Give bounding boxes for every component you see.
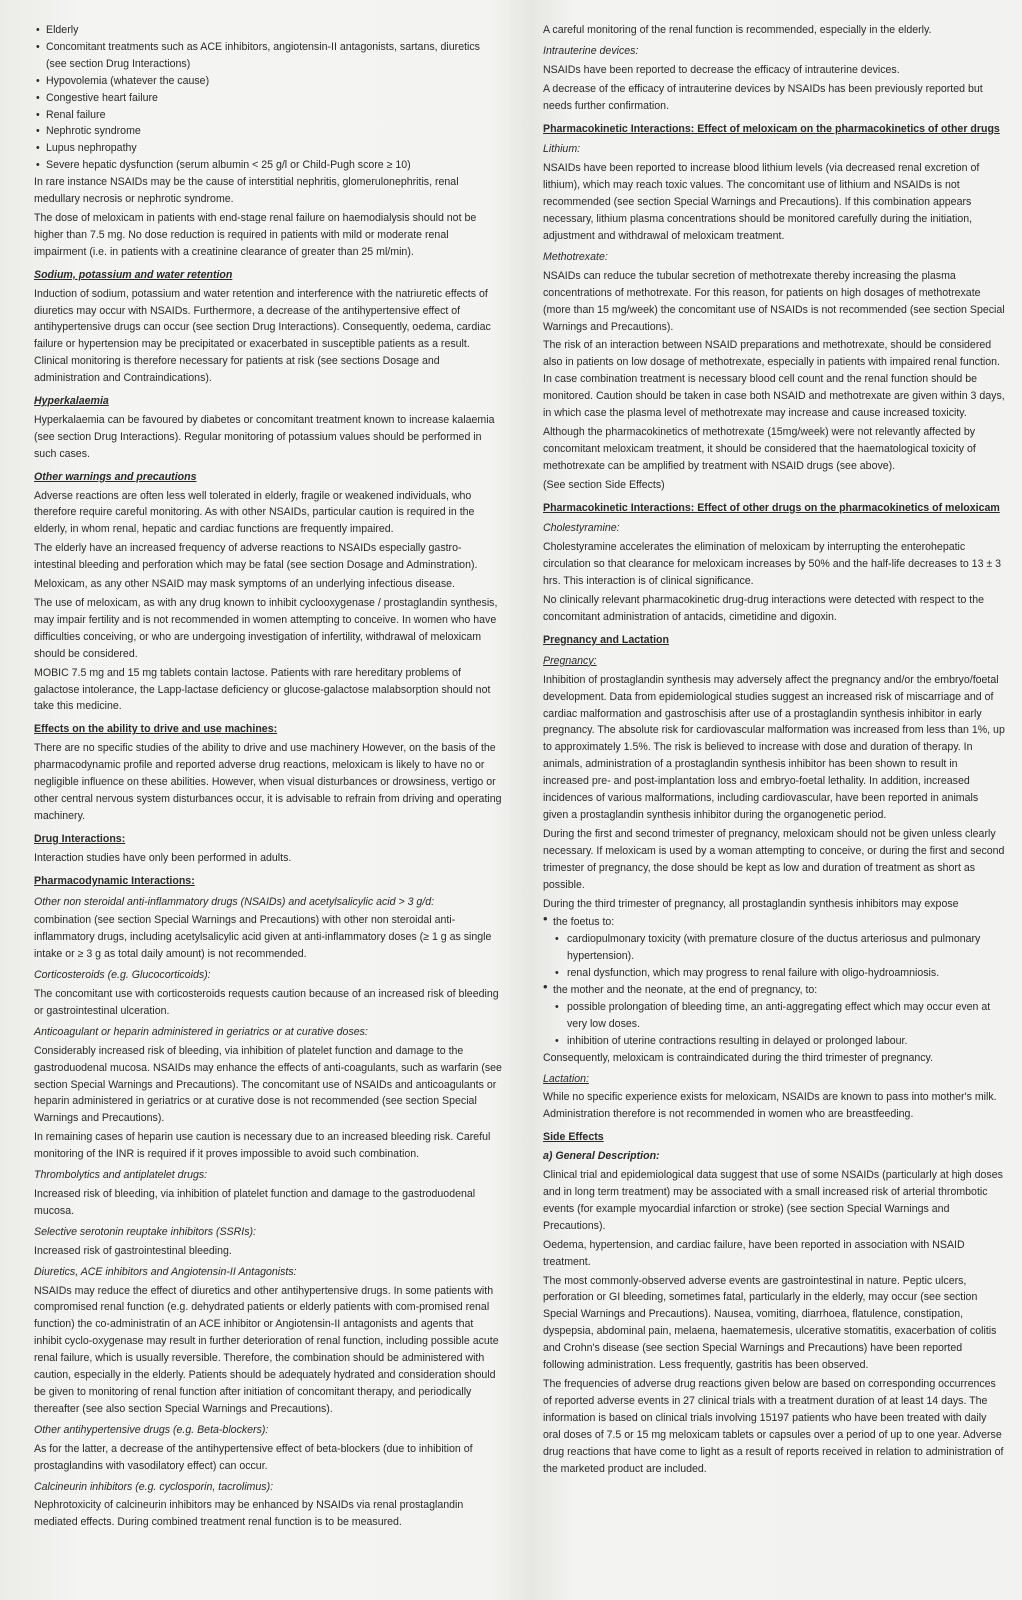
section-heading: Other warnings and precautions [34,470,197,483]
paragraph: Oedema, hypertension, and cardiac failure, have been reported in association with NSAID treatment. [543,1238,965,1268]
subheading: Intrauterine devices: [543,44,639,57]
paragraph: NSAIDs have been reported to decrease the efficacy of intrauterine devices. [543,63,900,76]
paragraph: While no specific experience exists for meloxicam, NSAIDs are known to pass into mother's milk. Administration therefore is not recommended in women who are breastfeeding. [543,1091,997,1121]
list-item: • cardiopulmonary toxicity (with premature closure of the ductus arteriosus and pulmonary hypertension). [543,931,1005,965]
paragraph: NSAIDs may reduce the effect of diuretics and other antihypertensive drugs. In some patients with compromised renal function (e.g. dehydrated patients or elderly patients with com-promised renal function) the co-administratin of an ACE inhibitor or Angiotensin-II antagonists and agents that inhibit cyclo-oxygenase may result in further deterioration of renal function, including possible acute renal failure, which is usually reversible. Therefore, the combination should be administered with caution, especially in the elderly. Patients should be adequately hydrated and consideration should be given to monitoring of renal function after initiation of concomitant therapy, and periodically thereafter (see also section Special Warnings and Precautions). [34,1284,499,1415]
paragraph: Consequently, meloxicam is contraindicated during the third trimester of pregnancy. [543,1051,934,1064]
list-item: • Nephrotic syndrome [34,123,502,140]
subheading: Diuretics, ACE inhibitors and Angiotensin-II Antagonists: [34,1265,297,1278]
paragraph: The elderly have an increased frequency of adverse reactions to NSAIDs especially gastro-intestinal bleeding and perforation which may be fatal (see section Dosage and Adminstration). [34,542,478,572]
paragraph: During the first and second trimester of pregnancy, meloxicam should not be given unless clearly necessary. If meloxicam is used by a woman attempting to conceive, or during the first and second trimester of pregnancy, the dose should be kept as low and duration of treatment as short as possible. [543,827,1005,891]
paragraph: During the third trimester of pregnancy, all prostaglandin synthesis inhibitors may expose [543,897,959,910]
paragraph: The most commonly-observed adverse events are gastrointestinal in nature. Peptic ulcers, perforation or GI bleeding, sometimes fatal, particularly in the elderly, may occur (see section Special Warnings and Precautions). Nausea, vomiting, diarrhoea, flatulence, constipation, dyspepsia, abdominal pain, melaena, haematemesis, ulcerative stomatitis, exacerbation of colitis and Crohn's disease (see section Special Warnings and Precautions) have been reported following administration. Less frequently, gastritis has been observed. [543,1274,997,1372]
paragraph: NSAIDs have been reported to increase blood lithium levels (via decreased renal excretion of lithium), which may reach toxic values. The concomitant use of lithium and NSAIDs is not recommended (see section Special Warnings and Precautions). If this combination appears necessary, lithium plasma concentrations should be monitored carefully during the initiation, adjustment and withdrawal of meloxicam treatment. [543,162,980,242]
section-heading: Effects on the ability to drive and use machines: [34,723,278,736]
paragraph: The dose of meloxicam in patients with end-stage renal failure on haemodialysis should not be higher than 7.5 mg. No dose reduction is required in patients with mild or moderate renal impairment (i.e. in patients with a creatinine clearance of greater than 25 ml/min). [34,211,477,258]
subheading: a) General Description: [543,1150,660,1163]
list-item: • Renal failure [34,107,502,124]
subheading: Anticoagulant or heparin administered in geriatrics or at curative doses: [34,1025,368,1038]
paragraph: Hyperkalaemia can be favoured by diabetes or concomitant treatment known to increase kalaemia (see section Drug Interactions). Regular monitoring of potassium values should be performed in such cases. [34,413,495,460]
left-column [34,22,502,1533]
paragraph: Cholestyramine accelerates the elimination of meloxicam by interrupting the enterohepatic circulation so that clearance for meloxicam increases by 50% and the half-life decreases to 13 ± 3 hrs. This interaction is of clinical significance. [543,541,1002,588]
subheading: Corticosteroids (e.g. Glucocorticoids): [34,969,211,982]
list-item: • renal dysfunction, which may progress to renal failure with oligo-hydroamniosis. [543,965,1005,982]
subheading: Calcineurin inhibitors (e.g. cyclosporin, tacrolimus): [34,1480,274,1493]
subheading: Other non steroidal anti-inflammatory drugs (NSAIDs) and acetylsalicylic acid > 3 g/d: [34,895,435,908]
paragraph: MOBIC 7.5 mg and 15 mg tablets contain lactose. Patients with rare hereditary problems of galactose intolerance, the Lapp-lactase deficiency or glucose-galactose malabsorption should not take this medicine. [34,666,491,713]
paragraph: Induction of sodium, potassium and water retention and interference with the natriuretic effects of diuretics may occur with NSAIDs. Furthermore, a decrease of the antihypertensive effect of antihypertensive drugs can occur (see section Drug Interactions). Consequently, oedema, cardiac failure or hypertension may be precipitated or exacerbated in susceptible patients as a result. Clinical monitoring is therefore necessary for patients at risk (see sections Dosage and administration and Contraindications). [34,287,491,385]
subheading: Pregnancy: [543,654,597,667]
right-column [543,22,1005,1479]
paragraph: A careful monitoring of the renal function is recommended, especially in the elderly. [543,24,932,36]
paragraph: The risk of an interaction between NSAID preparations and methotrexate, should be considered also in patients on low dosage of methotrexate, especially in patients with impaired renal function. In case combination treatment is necessary blood cell count and the renal function should be monitored. Caution should be taken in case both NSAID and methotrexate are given within 3 days, in which case the plasma level of methotrexate may increase and cause increased toxicity. [543,339,1005,420]
section-heading: Sodium, potassium and water retention [34,268,233,281]
subheading: Cholestyramine: [543,522,620,535]
paragraph: There are no specific studies of the ability to drive and use machinery However, on the basis of the pharmacodynamic profile and reported adverse drug reactions, meloxicam is likely to have no or negligible influence on these abilities. However, when visual disturbances or drowsiness, vertigo or other central nervous system disturbances occur, it is advisable to refrain from driving and operating machinery. [34,742,502,822]
section-heading: Pregnancy and Lactation [543,633,669,646]
paragraph: A decrease of the efficacy of intrauterine devices by NSAIDs has been previously reported but needs further confirmation. [543,82,983,112]
list-item: • Severe hepatic dysfunction (serum albumin < 25 g/l or Child-Pugh score ≥ 10) [34,157,502,174]
paragraph: (See section Side Effects) [543,478,665,491]
paragraph: Although the pharmacokinetics of methotrexate (15mg/week) were not relevantly affected by concomitant meloxicam treatment, it should be considered that the haematological toxicity of methotrexate can be amplified by treatment with NSAID drugs (see above). [543,425,976,472]
subheading: Thrombolytics and antiplatelet drugs: [34,1169,208,1182]
paragraph: Clinical trial and epidemiological data suggest that use of some NSAIDs (particularly at high doses and in long term treatment) may be associated with a small increased risk of arterial thrombotic events (for example myocardial infarction or stroke) (see section Special Warnings and Precautions). [543,1169,1003,1232]
subheading: Lactation: [543,1072,589,1085]
section-heading: Hyperkalaemia [34,395,109,408]
paragraph: The use of meloxicam, as with any drug known to inhibit cyclooxygenase / prostaglandin synthesis, may impair fertility and is not recommended in women attempting to conceive. In women who have difficulties conceiving, or who are undergoing investigation of infertility, withdrawal of meloxicam should be considered. [34,597,498,660]
paragraph: Increased risk of gastrointestinal bleeding. [34,1244,232,1257]
paragraph: Meloxicam, as any other NSAID may mask symptoms of an underlying infectious disease. [34,578,455,591]
paragraph: In remaining cases of heparin use caution is necessary due to an increased bleeding risk. Careful monitoring of the INR is required if it proves impossible to avoid such combination. [34,1131,491,1161]
paragraph: combination (see section Special Warnings and Precautions) with other non steroidal anti-inflammatory drugs, including acetylsalicylic acid given at anti-inflammatory doses (≥ 1 g as single intake or ≥ 3 g as total daily amount) is not recommended. [34,914,492,961]
list-item: • possible prolongation of bleeding time, an anti-aggregating effect which may occur even at very low doses. [543,999,1005,1033]
list-item: • Congestive heart failure [34,90,502,107]
subheading: Other antihypertensive drugs (e.g. Beta-blockers): [34,1423,269,1436]
paragraph: Considerably increased risk of bleeding, via inhibition of platelet function and damage to the gastroduodenal mucosa. NSAIDs may enhance the effects of anti-coagulants, such as warfarin (see section Special Warnings and Precautions). The concomitant use of NSAIDs and anticoagulants or heparin administered in geriatrics or at curative dose is not recommended (see section Special Warnings and Precautions). [34,1044,502,1125]
paragraph: Increased risk of bleeding, via inhibition of platelet function and damage to the gastroduodenal mucosa. [34,1188,476,1217]
paragraph: In rare instance NSAIDs may be the cause of interstitial nephritis, glomerulonephritis, renal medullary necrosis or nephrotic syndrome. [34,176,459,206]
paragraph: Nephrotoxicity of calcineurin inhibitors may be enhanced by NSAIDs via renal prostaglandin mediated effects. During combined treatment renal function is to be measured. [34,1499,464,1529]
list-item: • Elderly [34,22,502,39]
list-item: • the foetus to: [543,914,1005,931]
subheading: Lithium: [543,143,581,156]
paragraph: NSAIDs can reduce the tubular secretion of methotrexate thereby increasing the plasma concentrations of methotrexate. For this reason, for patients on high dosages of methotrexate (more than 15 mg/week) the concomitant use of NSAIDs is not recommended (see section Special Warnings and Precautions). [543,269,1005,333]
paragraph: The frequencies of adverse drug reactions given below are based on corresponding occurrences of reported adverse events in 27 clinical trials with a treatment duration of at least 14 days. The information is based on clinical trials involving 15197 patients who have been treated with daily oral doses of 7.5 or 15 mg meloxicam tablets or capsules over a period of up to one year. Adverse drug reactions that have come to light as a result of reports received in relation to administration of the marketed product are included. [543,1377,1004,1475]
section-heading: Drug Interactions: [34,832,126,845]
list-item: • the mother and the neonate, at the end of pregnancy, to: [543,982,1005,999]
paragraph: Adverse reactions are often less well tolerated in elderly, fragile or weakened individuals, who therefore require careful monitoring. As with other NSAIDs, particular caution is required in the elderly, in whom renal, hepatic and cardiac functions are frequently impaired. [34,489,475,536]
paragraph: No clinically relevant pharmacokinetic drug-drug interactions were detected with respect to the concomitant administration of antacids, cimetidine and digoxin. [543,594,985,623]
list-item: • Concomitant treatments such as ACE inhibitors, angiotensin-II antagonists, sartans, diuretics (see section Drug Interactions) [34,39,502,73]
section-heading: Pharmacokinetic Interactions: Effect of meloxicam on the pharmacokinetics of other drugs [543,122,1000,135]
subheading: Methotrexate: [543,250,608,263]
list-item: • inhibition of uterine contractions resulting in delayed or prolonged labour. [543,1033,1005,1050]
section-heading: Side Effects [543,1131,604,1144]
paragraph: As for the latter, a decrease of the antihypertensive effect of beta-blockers (due to inhibition of prostaglandins with vasodilatory effect) can occur. [34,1442,473,1472]
section-heading: Pharmacodynamic Interactions: [34,874,195,887]
paragraph: The concomitant use with corticosteroids requests caution because of an increased risk of bleeding or gastrointestinal ulceration. [34,988,499,1017]
section-heading: Pharmacokinetic Interactions: Effect of other drugs on the pharmacokinetics of meloxicam [543,501,1000,514]
paragraph: Interaction studies have only been performed in adults. [34,851,292,864]
paragraph: Inhibition of prostaglandin synthesis may adversely affect the pregnancy and/or the embryo/foetal development. Data from epidemiological studies suggest an increased risk of miscarriage and of cardiac malformation and gastroschisis after use of a prostaglandin synthesis inhibitor in early pregnancy. The absolute risk for cardiovascular malformation was increased from less than 1%, up to approximately 1.5%. The risk is believed to increase with dose and duration of therapy. In animals, administration of a prostaglandin synthesis inhibitor has been shown to result in increased pre- and post-implantation loss and embryo-foetal lethality. In addition, increased incidences of various malformations, including cardiovascular, have been reported in animals given a prostaglandin synthesis inhibitor during the organogenetic period. [543,673,1005,821]
list-item: • Lupus nephropathy [34,140,502,157]
subheading: Selective serotonin reuptake inhibitors (SSRIs): [34,1225,256,1238]
list-item: • Hypovolemia (whatever the cause) [34,73,502,90]
